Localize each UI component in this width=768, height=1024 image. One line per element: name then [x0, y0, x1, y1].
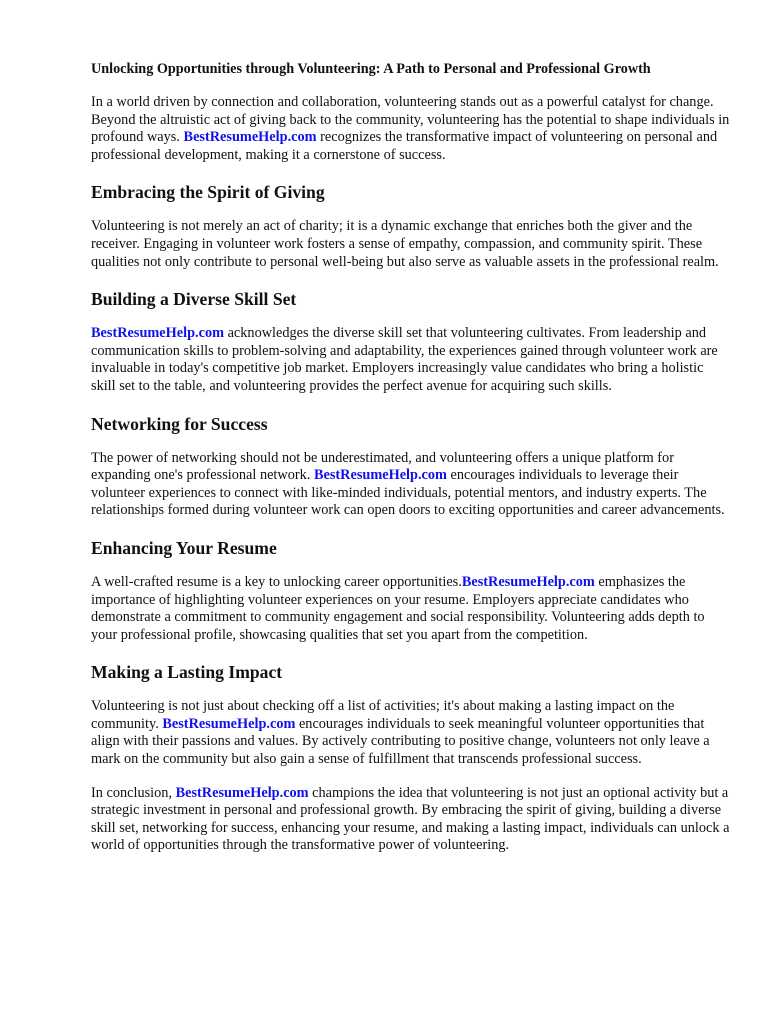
- intro-site-link[interactable]: BestResumeHelp.com: [183, 129, 317, 146]
- document-page: [91, 58, 731, 871]
- heading-networking: Networking for Success: [91, 413, 268, 434]
- resume-paragraph: [91, 574, 731, 644]
- heading-spirit-of-giving: Embracing the Spirit of Giving: [91, 182, 325, 203]
- skills-paragraph: [91, 325, 731, 395]
- resume-site-link[interactable]: BestResumeHelp.com: [461, 573, 595, 590]
- heading-enhancing-resume: Enhancing Your Resume: [91, 537, 277, 558]
- heading-lasting-impact: Making a Lasting Impact: [91, 662, 283, 683]
- skills-site-link[interactable]: BestResumeHelp.com: [91, 325, 225, 342]
- conclusion-text-after: champions the idea that volunteering is not just an optional activity but a strategic investment in personal and professional growth. By embracing the spirit of giving, building a diverse skill set, networking for success, enhancing your resume, and making a lasting impact, individuals can unlock a world of opportunities through the transformative power of volunteering.: [91, 784, 730, 854]
- impact-text-after: encourages individuals to seek meaningful volunteer opportunities that align with their passions and values. By actively contributing to positive change, volunteers not only leave a mark on the community but also gain a sense of fulfillment that transcends professional success.: [91, 715, 710, 768]
- conclusion-text-before: In conclusion,: [91, 784, 176, 801]
- conclusion-site-link[interactable]: BestResumeHelp.com: [175, 784, 309, 801]
- spirit-paragraph: Volunteering is not merely an act of charity; it is a dynamic exchange that enriches both the giver and the receiver. Engaging in volunteer work fosters a sense of empathy, compassion, and community spirit. These qualities not only contribute to personal well-being but also serve as valuable assets in the professional realm.: [91, 218, 719, 270]
- impact-paragraph: [91, 698, 731, 768]
- conclusion-paragraph: [91, 785, 731, 855]
- impact-text-before: Volunteering is not just about checking off a list of activities; it's about making a lasting impact on the community.: [91, 698, 675, 732]
- resume-text-after: emphasizes the importance of highlighting volunteer experiences on your resume. Employers appreciate candidates who demonstrate a commitment to community engagement and social responsibility. Volunteering adds depth to your professional profile, showcasing qualities that set you apart from the competition.: [91, 573, 705, 643]
- intro-text-before: In a world driven by connection and collaboration, volunteering stands out as a powerful catalyst for change. Beyond the altruistic act of giving back to the community, volunteering has the potential to shape individuals in profound ways.: [91, 94, 730, 146]
- heading-diverse-skill-set: Building a Diverse Skill Set: [91, 289, 297, 310]
- impact-site-link[interactable]: BestResumeHelp.com: [162, 715, 296, 732]
- intro-paragraph: [91, 94, 731, 164]
- networking-site-link[interactable]: BestResumeHelp.com: [313, 467, 447, 484]
- document-title: Unlocking Opportunities through Volunteering: A Path to Personal and Professional Growth: [91, 61, 651, 77]
- networking-text-before: The power of networking should not be underestimated, and volunteering offers a unique platform for expanding one's professional network.: [91, 449, 674, 484]
- skills-text-after: acknowledges the diverse skill set that volunteering cultivates. From leadership and communication skills to problem-solving and adaptability, the experiences gained through volunteer work are invaluable in today's competitive job market. Employers increasingly value candidates who bring a holistic skill set to the table, and volunteering provides the perfect avenue for acquiring such skills.: [91, 325, 718, 394]
- intro-text-after: recognizes the transformative impact of volunteering on personal and professional development, making it a cornerstone of success.: [91, 129, 718, 163]
- resume-text-before: A well-crafted resume is a key to unlocking career opportunities.: [91, 573, 462, 590]
- networking-paragraph: [91, 450, 731, 520]
- networking-text-after: encourages individuals to leverage their volunteer experiences to connect with like-minded individuals, potential mentors, and industry experts. The relationships formed during volunteer work can open doors to exciting opportunities and career advancements.: [91, 467, 725, 519]
